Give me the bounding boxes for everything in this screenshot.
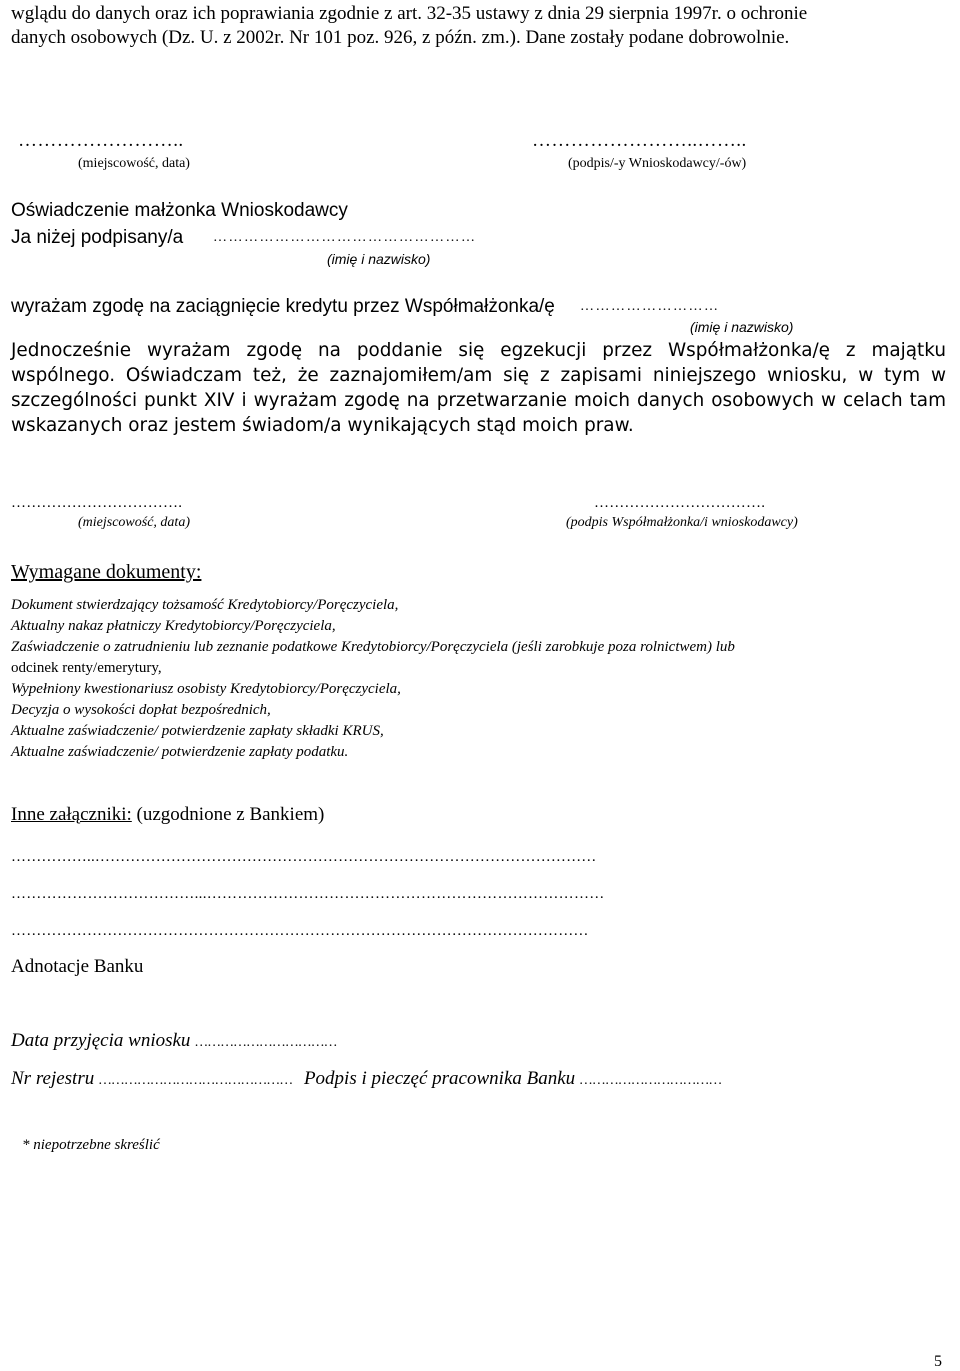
list-item: Aktualne zaświadczenie/ potwierdzenie zapłaty podatku. (11, 744, 349, 760)
list-item: odcinek renty/emerytury, (11, 660, 162, 676)
other-attachments-heading: Inne załączniki: (11, 804, 132, 825)
date-received-label: Data przyjęcia wniosku (11, 1030, 191, 1051)
name-label-2: (imię i nazwisko) (690, 319, 794, 335)
registry-label: Nr rejestru (11, 1068, 95, 1089)
registry-row (11, 1068, 722, 1092)
attachments-line-1: ……………..……………………………………………………………………………………… (11, 849, 597, 865)
place-date-label: (miejscowość, data) (78, 156, 190, 171)
place-date-dots: …………………….. (18, 130, 184, 151)
footnote: * niepotrzebne skreślić (22, 1137, 160, 1153)
bank-stamp-dots: …………………………… (579, 1073, 723, 1088)
attachments-line-3: …………………………………………………………………………………………………… (11, 923, 589, 939)
consent-dots: ……………………… (580, 299, 720, 314)
attachments-line-2: ………………………………...…………………………………………………………………… (11, 886, 605, 902)
spouse-statement-paragraph: Jednocześnie wyrażam zgodę na poddanie się egzekucji przez Współmałżonka/ę z majątku wspólnego. Oświadczam też, że zaznajomiłem/am się z zapisami niniejszego wniosku, w tym w szczególności punkt XIV i wyrażam zgodę na przetwarzanie moich danych osobowych w celach tam wskazanych oraz jestem świadom/a wynikających stąd moich praw. (11, 340, 946, 436)
spouse-signature-label: (podpis Współmałżonka/i wnioskodawcy) (566, 515, 798, 530)
name-label-1: (imię i nazwisko) (327, 251, 431, 267)
bank-notes-heading: Adnotacje Banku (11, 956, 144, 977)
page-number: 5 (934, 1353, 942, 1370)
date-received-dots: …………………………… (195, 1035, 338, 1050)
place-date-dots-2: ……………………………. (11, 495, 183, 511)
date-received-row (11, 1030, 338, 1054)
list-item: Aktualny nakaz płatniczy Kredytobiorcy/Poręczyciela, (11, 618, 336, 634)
undersigned-dots: …………………………………………… (213, 230, 477, 245)
list-item: Decyzja o wysokości dopłat bezpośrednich, (11, 702, 271, 718)
required-docs-list (11, 595, 946, 763)
applicant-signature-label: (podpis/-y Wnioskodawcy/-ów) (568, 156, 747, 171)
other-attachments-note: (uzgodnione z Bankiem) (131, 804, 325, 825)
list-item: Zaświadczenie o zatrudnieniu lub zeznanie podatkowe Kredytobiorcy/Poręczyciela (jeśli zarobkuje poza rolnictwem) lub (11, 639, 735, 655)
place-date-label-2: (miejscowość, data) (78, 515, 190, 530)
registry-dots: ……………………………………… (98, 1073, 294, 1088)
intro-line-2: danych osobowych (Dz. U. z 2002r. Nr 101 poz. 926, z późn. zm.). Dane zostały podane dobrowolnie. (11, 27, 790, 48)
spouse-heading: Oświadczenie małżonka Wnioskodawcy (11, 200, 348, 221)
other-attachments-row (11, 804, 324, 826)
list-item: Wypełniony kwestionariusz osobisty Kredytobiorcy/Poręczyciela, (11, 681, 401, 697)
applicant-signature-dots: ……………………..…….. (532, 130, 747, 151)
consent-text: wyrażam zgodę na zaciągnięcie kredytu przez Współmałżonka/ę (11, 296, 555, 317)
list-item: Aktualne zaświadczenie/ potwierdzenie zapłaty składki KRUS, (11, 723, 384, 739)
spouse-signature-dots: ……………………………. (594, 495, 766, 511)
bank-stamp-label: Podpis i pieczęć pracownika Banku (303, 1068, 576, 1089)
undersigned-text: Ja niżej podpisany/a (11, 227, 184, 248)
required-docs-heading: Wymagane dokumenty: (11, 561, 202, 583)
list-item: Dokument stwierdzający tożsamość Kredytobiorcy/Poręczyciela, (11, 597, 399, 613)
intro-line-1: wglądu do danych oraz ich poprawiania zgodnie z art. 32-35 ustawy z dnia 29 sierpnia 1997r. o ochronie (11, 3, 808, 24)
